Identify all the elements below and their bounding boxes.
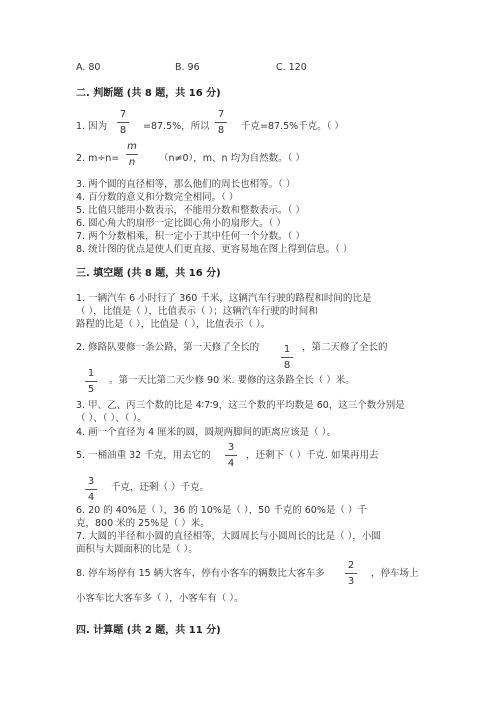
judge-q3: 3. 两个圆的直径相等，那么他们的周长也相等。（ ）: [76, 179, 296, 190]
fill-q8-part2: ，停车场上: [371, 568, 419, 579]
fill-q2-part3: 。第一天比第二天少修 90 米. 要修的这条路全长（ ）米。: [109, 375, 355, 386]
fraction-7-8: 7 8: [116, 109, 130, 136]
choice-a: A. 80: [76, 62, 101, 73]
fill-q7-line1: 7. 大圆的半径和小圆的直径相等，大圆周长与小圆周长的比是（ ），小圆: [76, 531, 381, 542]
fraction-3-4: 3 4: [224, 442, 238, 469]
fill-q4: 4. 画一个直径为 4 厘米的圆，圆规两脚间的距离应该是（ ）。: [76, 427, 336, 438]
fill-q8-line2: 小客车比大客车多（ ），小客车有（ ）。: [76, 593, 244, 604]
fill-q7-line2: 面积与大圆面积的比是（ ）。: [76, 544, 198, 555]
judge-q6: 6. 圆心角大的扇形一定比圆心角小的扇形大。（ ）: [76, 218, 286, 229]
section-title-judgement: 二. 判断题 (共 8 题，共 16 分): [76, 88, 221, 99]
judge-q4: 4. 百分数的意义和分数完全相同。（ ）: [76, 192, 239, 203]
fill-q1-line3: 路程的比是（ ），比值是（ ），比值表示（ ）。: [76, 319, 271, 330]
judge-q7: 7. 两个分数相乘，积一定小于其中任何一个分数。（ ）: [76, 231, 305, 242]
fraction-1-5: 1 5: [84, 368, 98, 395]
fraction-m-n: m n: [127, 141, 137, 168]
judge-q2-part1: 2. m÷n=: [76, 153, 120, 164]
section-title-fill: 三. 填空题 (共 8 题，共 16 分): [76, 268, 221, 279]
judge-q1-part3: 千克=87.5%千克。（ ）: [241, 121, 344, 132]
fill-q2-part1: 2. 修路队要修一条公路，第一天修了全长的: [76, 342, 260, 353]
fraction-1-8: 1 8: [280, 344, 294, 371]
section-title-calc: 四. 计算题 (共 2 题，共 11 分): [76, 625, 221, 636]
fill-q5-part1: 5. 一桶油重 32 千克，用去它的: [76, 450, 211, 461]
fill-q3-line2: （ ）、（ ）、（ ）。: [76, 413, 147, 424]
fraction-3-4: 3 4: [84, 476, 98, 503]
judge-q1-part2: =87.5%，所以: [143, 121, 210, 132]
judge-q1-part1: 1. 因为: [76, 121, 108, 132]
fill-q6-line2: 克，800 米的 25%是（ ）米。: [76, 518, 210, 529]
fill-q8-part1: 8. 停车场停有 15 辆大客车，停有小客车的辆数比大客车多: [76, 568, 325, 579]
fraction-7-8: 7 8: [214, 109, 228, 136]
fill-q6-line1: 6. 20 的 40%是（ ），36 的 10%是（ ），50 千克的 60%是（ ）千: [76, 505, 367, 516]
judge-q5: 5. 比值只能用小数表示，不能用分数和整数表示。（ ）: [76, 205, 305, 216]
judge-q2-part2: （n≠0），m、n 均为自然数。（ ）: [159, 153, 305, 164]
choice-c: C. 120: [276, 62, 307, 73]
fill-q3-line1: 3. 甲、乙、丙三个数的比是 4∶7∶9，这三个数的平均数是 60，这三个数分别是: [76, 400, 405, 411]
choice-b: B. 96: [175, 62, 200, 73]
fill-q5-part3: 千克，还剩（ ）千克。: [111, 482, 210, 493]
fill-q2-part2: ，第二天修了全长的: [302, 342, 388, 353]
fraction-2-3: 2 3: [344, 560, 358, 587]
fill-q1-line1: 1. 一辆汽车 6 小时行了 360 千米，这辆汽车行驶的路程和时间的比是: [76, 293, 372, 304]
fill-q1-line2: （ ），比值是（ ），比值表示（ ）；这辆汽车行驶的时间和: [76, 306, 318, 317]
judge-q8: 8. 统计图的优点是使人们更直接、更容易地在图上得到信息。（ ）: [76, 244, 353, 255]
fill-q5-part2: ，还剩下（ ）千克. 如果再用去: [246, 450, 379, 461]
